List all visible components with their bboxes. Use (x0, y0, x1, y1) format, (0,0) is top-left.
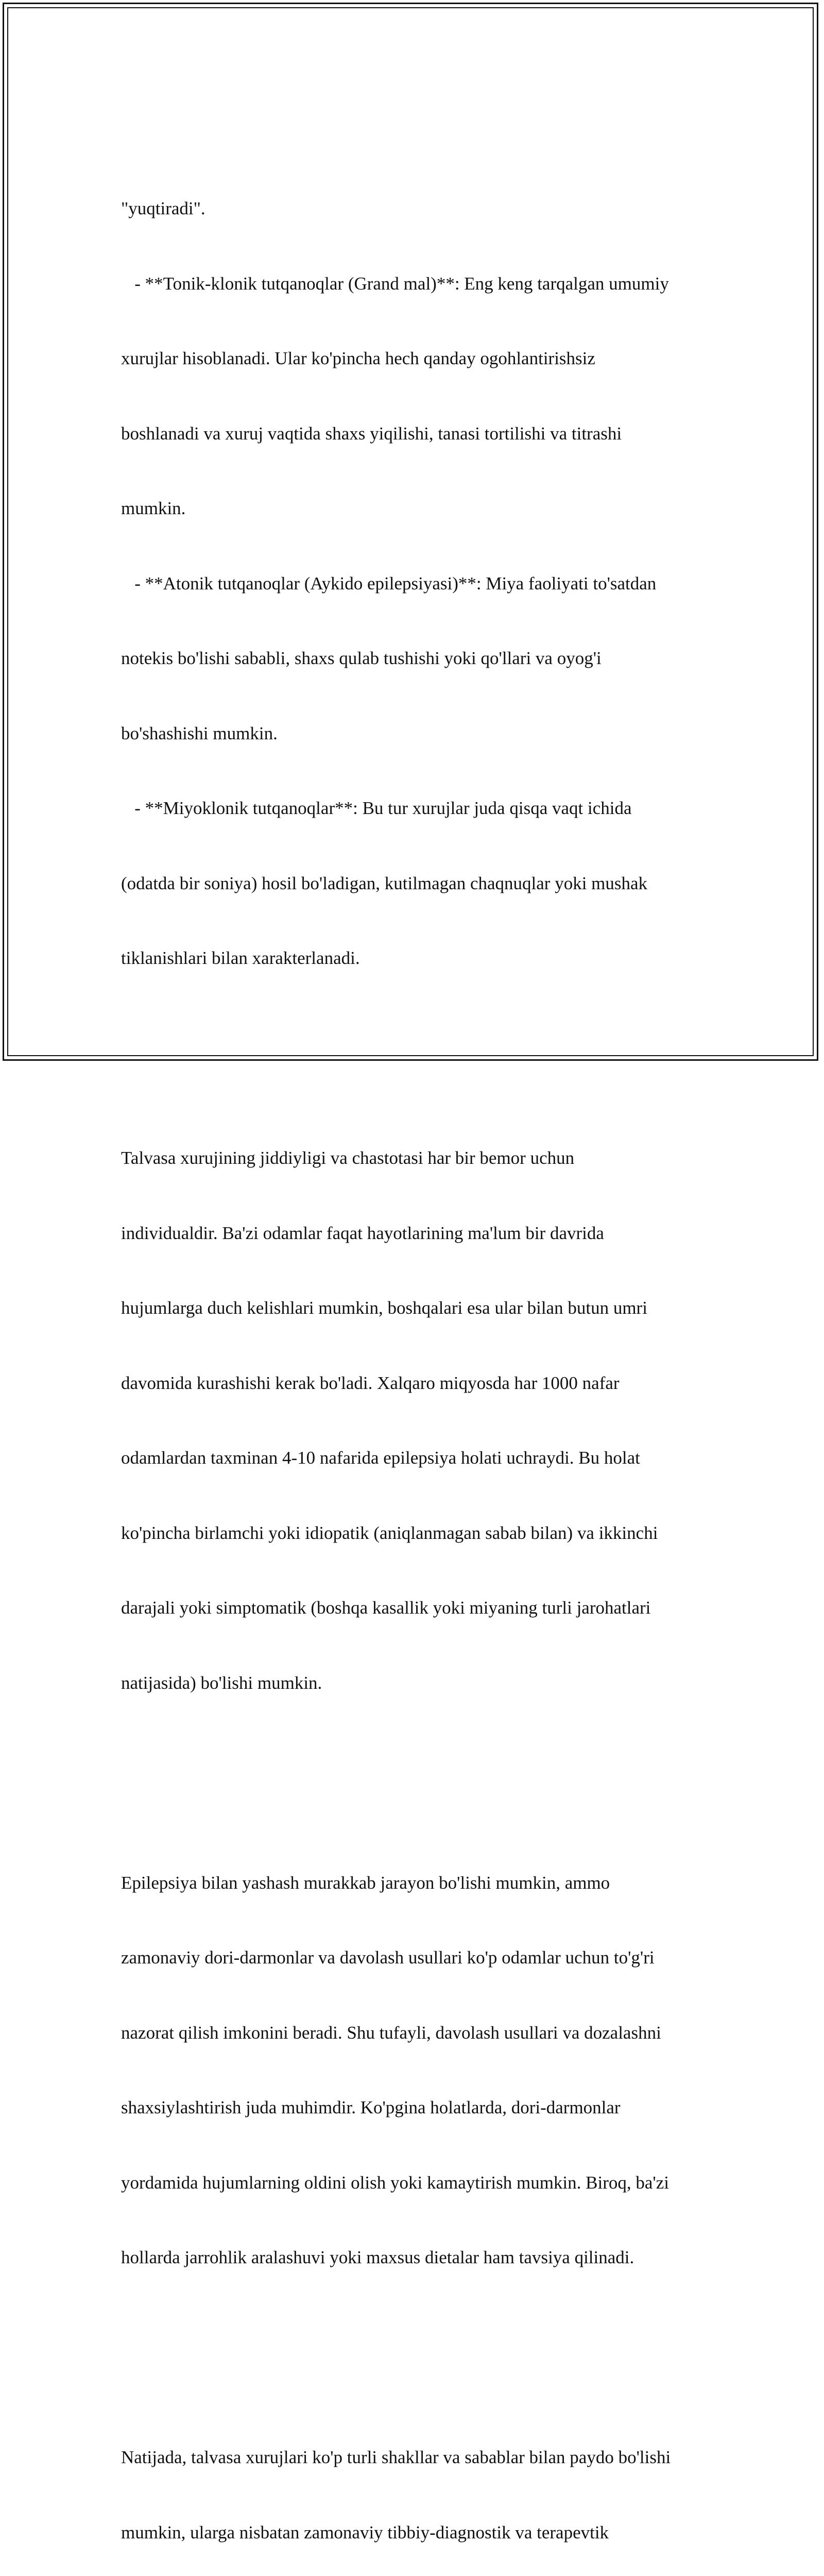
text-line: mumkin, ularga nisbatan zamonaviy tibbiy-diagnostik va terapevtik (121, 2522, 609, 2543)
text-line: hujumlarga duch kelishlari mumkin, boshqalari esa ular bilan butun umri (121, 1298, 647, 1318)
paragraph-living-with-epilepsy (121, 1821, 703, 2320)
text-line: natijasida) bo'lishi mumkin. (121, 1672, 322, 1693)
paragraph-severity-frequency (121, 1096, 703, 1745)
text-line: tiklanishlari bilan xarakterlanadi. (121, 948, 360, 968)
text-line: Talvasa xurujining jiddiyligi va chastotasi har bir bemor uchun (121, 1148, 575, 1168)
text-line: zamonaviy dori-darmonlar va davolash usullari ko'p odamlar uchun to'g'ri (121, 1947, 655, 1968)
text-line: davomida kurashishi kerak bo'ladi. Xalqaro miqyosda har 1000 nafar (121, 1372, 620, 1393)
text-line: boshlanadi va xuruj vaqtida shaxs yiqilishi, tanasi tortilishi va titrashi (121, 423, 622, 444)
text-line: bo'shashishi mumkin. (121, 723, 278, 743)
text-line: individualdir. Ba'zi odamlar faqat hayotlarining ma'lum bir davrida (121, 1223, 604, 1243)
text-line: odamlardan taxminan 4-10 nafarida epilepsiya holati uchraydi. Bu holat (121, 1448, 640, 1468)
text-line: darajali yoki simptomatik (boshqa kasallik yoki miyaning turli jarohatlari (121, 1598, 651, 1618)
text-line: - **Tonik-klonik tutqanoqlar (Grand mal)**: Eng keng tarqalgan umumiy (121, 273, 669, 294)
paragraph-seizure-types (121, 146, 703, 1021)
text-line: Natijada, talvasa xurujlari ko'p turli shakllar va sabablar bilan paydo bo'lishi (121, 2447, 671, 2467)
text-line: xurujlar hisoblanadi. Ular ko'pincha hech qanday ogohlantirishsiz (121, 348, 595, 368)
text-line: notekis bo'lishi sababli, shaxs qulab tushishi yoki qo'llari va oyog'i (121, 648, 602, 668)
text-line: Epilepsiya bilan yashash murakkab jarayon bo'lishi mumkin, ammo (121, 1872, 610, 1893)
paragraph-conclusion (121, 2395, 703, 2576)
text-line: nazorat qilish imkonini beradi. Shu tufayli, davolash usullari va dozalashni (121, 2022, 661, 2043)
text-line: ko'pincha birlamchi yoki idiopatik (aniqlanmagan sabab bilan) va ikkinchi (121, 1522, 658, 1543)
text-line: shaxsiylashtirish juda muhimdir. Ko'pgina holatlarda, dori-darmonlar (121, 2097, 621, 2117)
text-line: mumkin. (121, 498, 186, 518)
document-body (121, 96, 703, 2576)
text-line: (odatda bir soniya) hosil bo'ladigan, kutilmagan chaqnuqlar yoki mushak (121, 873, 648, 893)
text-line: "yuqtiradi". (121, 198, 205, 218)
text-line: - **Atonik tutqanoqlar (Aykido epilepsiyasi)**: Miya faoliyati to'satdan (121, 573, 657, 594)
text-line: yordamida hujumlarning oldini olish yoki kamaytirish mumkin. Biroq, ba'zi (121, 2172, 669, 2193)
text-line: hollarda jarrohlik aralashuvi yoki maxsus dietalar ham tavsiya qilinadi. (121, 2247, 634, 2267)
text-line: - **Miyoklonik tutqanoqlar**: Bu tur xurujlar juda qisqa vaqt ichida (121, 798, 632, 818)
